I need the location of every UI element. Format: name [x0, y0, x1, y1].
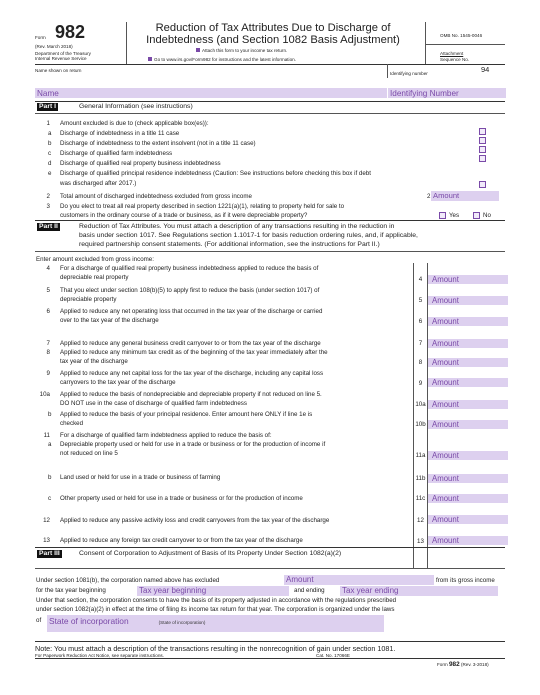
part-ii-label: Part II	[39, 223, 58, 230]
checkbox-1b[interactable]	[479, 137, 486, 144]
line-4-amount[interactable]: Amount	[428, 275, 508, 284]
line-8-amount[interactable]: Amount	[428, 358, 508, 367]
line-3-text: Do you elect to treat all real property described in section 1221(a)(1), relating to property held for sale to	[60, 203, 345, 210]
identifying-number-label: Identifying number	[390, 71, 428, 76]
department: Department of the Treasury	[35, 51, 91, 56]
part-iii-title: Consent of Corporation to Adjustment of Basis of Its Property Under Section 1082(a)(2)	[79, 550, 342, 557]
line-12-amount[interactable]: Amount	[428, 515, 508, 524]
part-iii-amount[interactable]: Amount	[284, 575, 434, 585]
state-caption: (State of incorporation)	[158, 620, 206, 625]
catalog-number: Cat. No. 17066E	[316, 653, 350, 658]
line-1d-text: Discharge of qualified real property business indebtedness	[60, 160, 221, 167]
name-field[interactable]: Name	[35, 88, 387, 98]
agency: Internal Revenue Service	[35, 56, 87, 61]
arrow-icon	[148, 57, 152, 61]
state-of-incorporation-field[interactable]: State of incorporation (State of incorporation)	[47, 615, 384, 632]
line-11a-amount[interactable]: Amount	[428, 451, 508, 460]
line-7-amount[interactable]: Amount	[428, 339, 508, 348]
omb-number: OMB No. 1545-0046	[440, 33, 483, 38]
line-11c-amount[interactable]: Amount	[428, 494, 508, 503]
tax-year-ending-field[interactable]: Tax year ending	[340, 586, 498, 596]
sequence-label: Sequence No.	[440, 57, 470, 62]
footer-note: Note: You must attach a description of the transactions resulting in the nonrecognition of gain under section 1081.	[35, 644, 396, 653]
line-13-amount[interactable]: Amount	[428, 536, 508, 545]
website-instruction: Go to www.irs.gov/Form982 for instructions and the latest information.	[148, 57, 296, 62]
line-9-amount[interactable]: Amount	[428, 378, 508, 387]
checkbox-3-yes[interactable]	[439, 212, 446, 219]
line-1b-text: Discharge of indebtedness to the extent insolvent (not in a title 11 case)	[60, 140, 256, 147]
name-label: Name shown on return	[35, 68, 82, 73]
line-1c-text: Discharge of qualified farm indebtedness	[60, 150, 173, 157]
form-982-page: Form 982 (Rev. March 2018) Department of the Treasury Internal Revenue Service Reduction of Tax Attributes Due to Discharge of Indebtedness (and Section 1082 Basis Adjustment) Attach this form to your income tax return. Go to www.irs.gov/Form982 for instructions and the latest information. OMB No. 1545-0046 Attachment Sequence No. 94 Name shown on return Identifying number Name Identifying Number Part I General Information (see instructions) 1 Amount excluded is due to (check applicable box(es)): a Discharge of indebtedness in a title 11 case b Discharge of indebtedness to the extent insolvent (not in a title 11 case) c Discharge of qualified farm indebtedness d Discharge of qualified real property business indebtedness e Discharge of qualified principal residence indebtedness (Caution: See instructions before checking this box if debt was discharged after 2017.) 2 Total amount of discharged indebtedness excluded from gross income 2 Amount 3 Do you elect to treat all real property described in section 1221(a)(1), relating to property held for sale to customers in the ordinary course of a trade or business, as if it were depreciable property? Yes No Part II Reduction of Tax Attributes. You must attach a description of any transactions resulting in the reduction in basis under section 1017. See Regulations section 1.1017-1 for basis reduction ordering rules, and, if applicable, required partnership consent statements. (For additional information, see the instructions for Part II.) Enter amount excluded from gross income: 4 For a discharge of qualified real property business indebtedness applied to reduce the basis of depreciable real property 4 Amount 5 That you elect under section 108(b)(5) to apply first to reduce the basis (under section 1017) of depreciable property 5 Amount 6 Applied to reduce any net operating loss that occurred in the tax year of the discharge or carried over to the tax year of the discharge 6 Amount 7 Applied to reduce any general business credit carryover to or from the tax year of the discharge 7 Amount 8 Applied to reduce any minimum tax credit as of the beginning of the tax year immediately after the tax year of the discharge 8 Amount 9 Applied to reduce any net capital loss for the tax year of the discharge, including any capital loss carryovers to the tax year of the discharge 9 Amount 10a Applied to reduce the basis of nondepreciable and depreciable property if not reduced on line 5. DO NOT use in the case of discharge of qualified farm indebtedness 10a Amount b Applied to reduce the basis of your principal residence. Enter amount here ONLY if line 1e is checked 10b Amount 11 For a discharge of qualified farm indebtedness applied to reduce the basis of: a Depreciable property used or held for use in a trade or business or for the production of income if not reduced on line 5 11a Amount b Land used or held for use in a trade or business of farming 11b Amount c Other property used or held for use in a trade or business or for the production of income 11c Amount 12 Applied to reduce any passive activity loss and credit carryovers from the tax year of the discharge 12 Amount 13 Applied to reduce any foreign tax credit carryover to or from the tax year of the discharge 13 Amount Part III Consent of Corporation to Adjustment of Basis of Its Property Under Section 1082(a)(2) Under section 1081(b), the corporation named above has excluded Amount from its gross income for the tax year beginning Tax year beginning and ending Tax year ending Under that section, the corporation consents to have the basis of its property adjusted in accordance with the regulations prescribed under section 1082(a)(2) in effect at the time of filing its income tax return for that year. The corporation is organized under the laws of State of incorporation (State of incorporation) Note: You must attach a description of the transactions resulting in the nonrecognition of gain under section 1081. For Paperwork Reduction Act Notice, see separate instructions. Cat. No. 17066E Form 982 (Rev. 3-2018)	[0, 0, 540, 695]
line-10a-amount[interactable]: Amount	[428, 400, 508, 409]
identifying-number-field[interactable]: Identifying Number	[388, 88, 506, 98]
line-11b-amount[interactable]: Amount	[428, 474, 508, 483]
line-6-amount[interactable]: Amount	[428, 317, 508, 326]
line-10b-amount[interactable]: Amount	[428, 420, 508, 429]
yes-label: Yes	[449, 212, 460, 219]
line-1-text: Amount excluded is due to (check applicable box(es)):	[60, 120, 209, 127]
header-divider-left	[126, 22, 127, 64]
line-2-amount[interactable]: Amount	[431, 191, 499, 201]
attachment-label: Attachment	[440, 51, 464, 56]
checkbox-1c[interactable]	[479, 146, 486, 153]
part-iii-label: Part III	[39, 550, 60, 557]
arrow-icon	[196, 48, 200, 52]
tax-year-beginning-field[interactable]: Tax year beginning	[137, 586, 289, 596]
form-word: Form	[35, 35, 46, 40]
header-divider-right	[425, 22, 426, 64]
checkbox-1e[interactable]	[479, 181, 486, 188]
checkbox-3-no[interactable]	[473, 212, 480, 219]
part-i-label: Part I	[39, 103, 56, 110]
form-title-line1: Reduction of Tax Attributes Due to Discharge of	[155, 22, 391, 34]
form-number: 982	[55, 22, 86, 42]
no-label: No	[483, 212, 491, 219]
paperwork-notice: For Paperwork Reduction Act Notice, see separate instructions.	[35, 653, 164, 658]
line-5-amount[interactable]: Amount	[428, 296, 508, 305]
footer-form-number: Form 982 (Rev. 3-2018)	[437, 661, 489, 668]
revision-date: (Rev. March 2018)	[35, 44, 73, 49]
part-i-title: General Information (see instructions)	[79, 103, 193, 110]
checkbox-1d[interactable]	[479, 155, 486, 162]
part-ii-title-line1: Reduction of Tax Attributes. You must attach a description of any transactions resulting in the reduction in	[79, 223, 395, 230]
line-2-text: Total amount of discharged indebtedness excluded from gross income	[60, 193, 252, 200]
form-title-line2: Indebtedness (and Section 1082 Basis Adjustment)	[146, 34, 400, 46]
enter-amount-label: Enter amount excluded from gross income:	[36, 256, 154, 263]
line-1a-text: Discharge of indebtedness in a title 11 case	[60, 130, 180, 137]
checkbox-1a[interactable]	[479, 128, 486, 135]
attach-instruction: Attach this form to your income tax return.	[196, 48, 287, 53]
sequence-number: 94	[481, 65, 490, 74]
line-1e-text: Discharge of qualified principal residence indebtedness (Caution: See instructions before checking this box if debt	[60, 170, 371, 177]
